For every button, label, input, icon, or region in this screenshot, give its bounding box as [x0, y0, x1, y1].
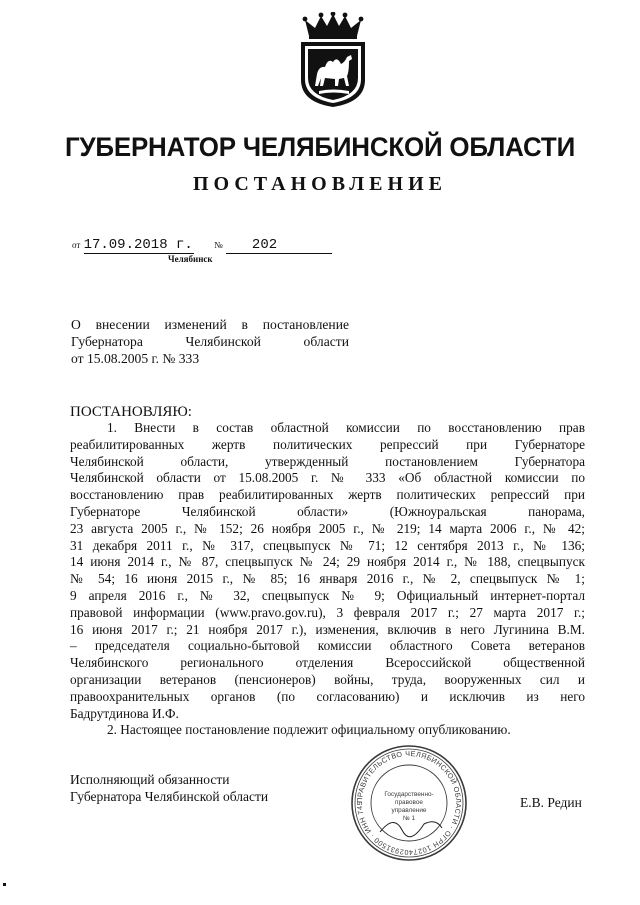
signatory-position [70, 771, 268, 805]
scan-margin-mark [3, 883, 6, 886]
paragraph-line: Бадрутдинова И.Ф. [70, 705, 179, 721]
document-date: 17.09.2018 г. [83, 237, 193, 253]
date-number-line [72, 236, 332, 254]
handwritten-signature [380, 822, 442, 837]
document-number: 202 [226, 237, 332, 254]
paragraph-line: Челябинского регионального отделения Всероссийской общественной [70, 655, 585, 671]
paragraph-line: 16 июня 2017 г.; 21 ноября 2017 г.), изменения, включив в него Лугинина В.М. [70, 621, 585, 637]
paragraph-2: 2. Настоящее постановление подлежит официальному опубликованию. [107, 722, 511, 738]
document-subject [71, 316, 349, 367]
number-label: № [214, 240, 223, 250]
paragraph-line: правоохранительных органов (по согласованию) и исключив из него [70, 688, 585, 704]
seal-ring-text: ПРАВИТЕЛЬСТВО ЧЕЛЯБИНСКОЙ ОБЛАСТИ · ОГРН 1027402931500 · ИНН 745 [354, 748, 464, 858]
position-line: Губернатора Челябинской области [70, 789, 269, 804]
paragraph-1 [70, 420, 585, 722]
paragraph-line: организации ветеранов (пенсионеров) войны, труда, вооруженных сил и [70, 671, 585, 687]
seal-center-line: управление [391, 807, 427, 814]
paragraph-line: 9 апреля 2016 г., № 32, спецвыпуск № 9; Официальный интернет-портал [70, 587, 585, 603]
seal-center-line: правовое [395, 799, 423, 806]
official-seal [350, 744, 468, 862]
document-type-heading: ПОСТАНОВЛЕНИЕ [193, 173, 447, 195]
paragraph-line: Челябинской области от 15.08.2005 г. № 333 «Об областной комиссии по [70, 470, 585, 486]
paragraph-line: правовой информации (www.pravo.gov.ru), 3 февраля 2017 г.; 27 марта 2017 г.; [70, 604, 585, 620]
paragraph-line: реабилитированных жертв политических репрессий при Губернаторе [70, 436, 585, 452]
coat-of-arms-icon [295, 12, 371, 108]
paragraph-line: Губернаторе Челябинской области» (Южноуральская панорама, [70, 503, 585, 519]
paragraph-line: 31 декабря 2011 г., № 317, спецвыпуск № 71; 12 сентября 2013 г., № 136; [70, 537, 585, 553]
from-label: от [72, 240, 81, 250]
document-city: Челябинск [168, 254, 213, 264]
seal-center-line: Государственно- [384, 791, 434, 798]
paragraph-line: 23 августа 2005 г., № 152; 26 ноября 2005 г., № 219; 14 марта 2006 г., № 42; [70, 520, 585, 536]
paragraph-line: – председателя социально-бытовой комиссии областного Совета ветеранов [70, 638, 585, 654]
decree-heading: ПОСТАНОВЛЯЮ: [70, 404, 192, 420]
paragraph-line: восстановлению прав реабилитированных жертв политических репрессий при [70, 487, 585, 503]
seal-center-line: № 1 [402, 815, 416, 822]
paragraph-line: 1. Внести в состав областной комиссии по восстановлению прав [107, 420, 585, 435]
paragraph-line: 14 июня 2014 г., № 87, спецвыпуск № 24; 29 ноября 2014 г., № 188, спецвыпуск [70, 554, 585, 570]
document-body [70, 420, 585, 739]
paragraph-line: Челябинской области, утвержденный постановлением Губернатора [70, 453, 585, 469]
signatory-name: Е.В. Редин [520, 795, 582, 810]
subject-line: О внесении изменений в постановление [71, 317, 349, 332]
position-line: Исполняющий обязанности [70, 772, 230, 787]
subject-line: от 15.08.2005 г. № 333 [71, 351, 200, 366]
paragraph-line: № 54; 16 июня 2015 г., № 85; 16 января 2016 г., № 2, спецвыпуск № 1; [70, 571, 585, 587]
subject-line: Губернатора Челябинской области [71, 334, 349, 349]
document-issuer-title: ГУБЕРНАТОР ЧЕЛЯБИНСКОЙ ОБЛАСТИ [64, 132, 576, 162]
